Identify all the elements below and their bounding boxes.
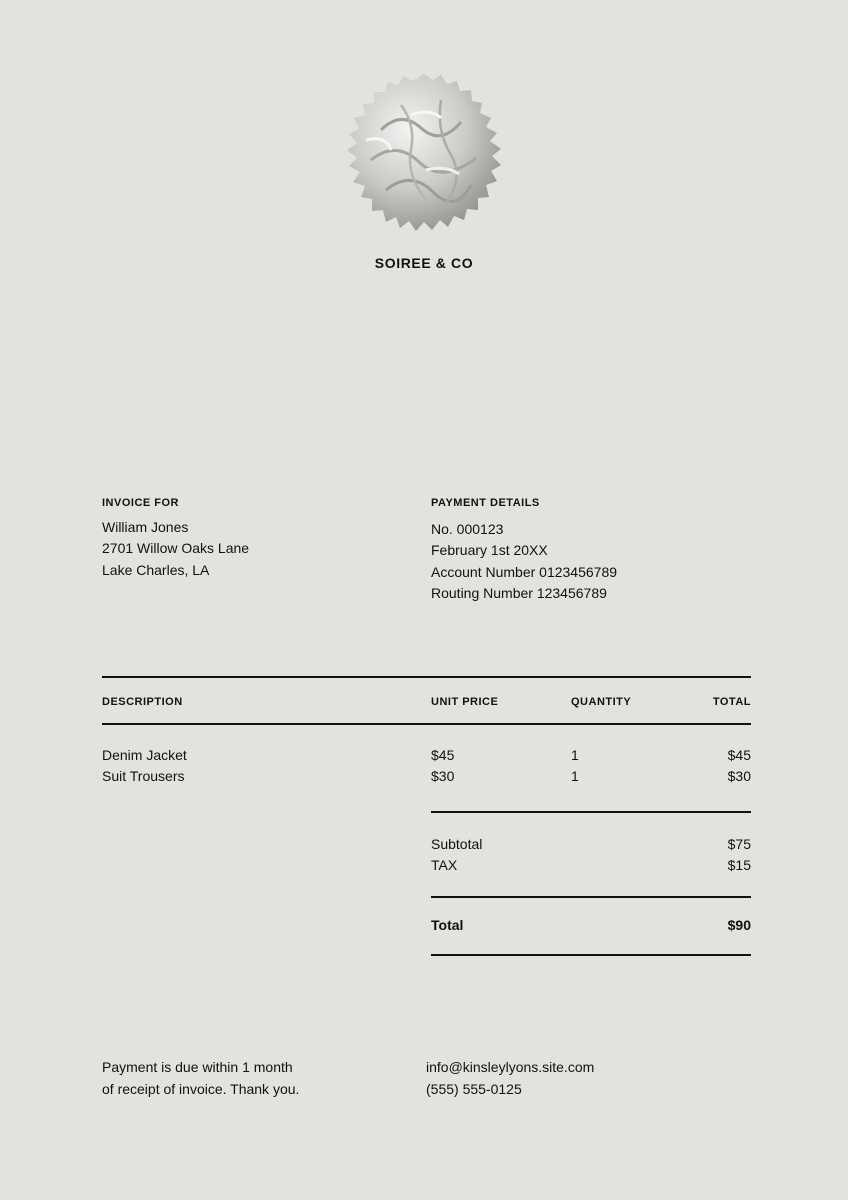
client-address-street: 2701 Willow Oaks Lane	[102, 540, 250, 556]
contact-email: info@kinsleylyons.site.com	[426, 1059, 595, 1075]
payment-details-label: PAYMENT DETAILS	[431, 497, 540, 509]
brand-name: SOIREE & CO	[374, 255, 474, 271]
row-description: Denim Jacket	[102, 747, 187, 763]
total-label: Total	[431, 917, 464, 933]
header-description: DESCRIPTION	[102, 696, 183, 708]
textured-sphere-logo-icon	[341, 70, 507, 236]
invoice-for-label: INVOICE FOR	[102, 497, 180, 509]
tax-label: TAX	[431, 857, 458, 873]
contact-phone: (555) 555-0125	[426, 1081, 522, 1097]
payment-note-line-1: Payment is due within 1 month	[102, 1059, 293, 1075]
header-total: TOTAL	[712, 696, 751, 708]
total-top-rule	[431, 896, 751, 898]
total-bottom-rule	[431, 954, 751, 956]
total-value: $90	[727, 917, 751, 933]
client-address-city: Lake Charles, LA	[102, 562, 210, 578]
invoice-date: February 1st 20XX	[431, 542, 548, 558]
row-total: $45	[727, 747, 751, 763]
client-name: William Jones	[102, 519, 189, 535]
header-quantity: QUANTITY	[571, 696, 632, 708]
row-quantity: 1	[571, 768, 579, 784]
table-top-rule	[102, 676, 751, 678]
tax-value: $15	[727, 857, 751, 873]
table-header-rule	[102, 723, 751, 725]
row-total: $30	[727, 768, 751, 784]
routing-number: Routing Number 123456789	[431, 585, 607, 601]
header-unit-price: UNIT PRICE	[431, 696, 499, 708]
subtotal-label: Subtotal	[431, 836, 483, 852]
summary-top-rule	[431, 811, 751, 813]
row-description: Suit Trousers	[102, 768, 185, 784]
row-unit-price: $30	[431, 768, 455, 784]
account-number: Account Number 0123456789	[431, 564, 618, 580]
row-unit-price: $45	[431, 747, 455, 763]
subtotal-value: $75	[727, 836, 751, 852]
invoice-number: No. 000123	[431, 521, 504, 537]
row-quantity: 1	[571, 747, 579, 763]
payment-note-line-2: of receipt of invoice. Thank you.	[102, 1081, 300, 1097]
